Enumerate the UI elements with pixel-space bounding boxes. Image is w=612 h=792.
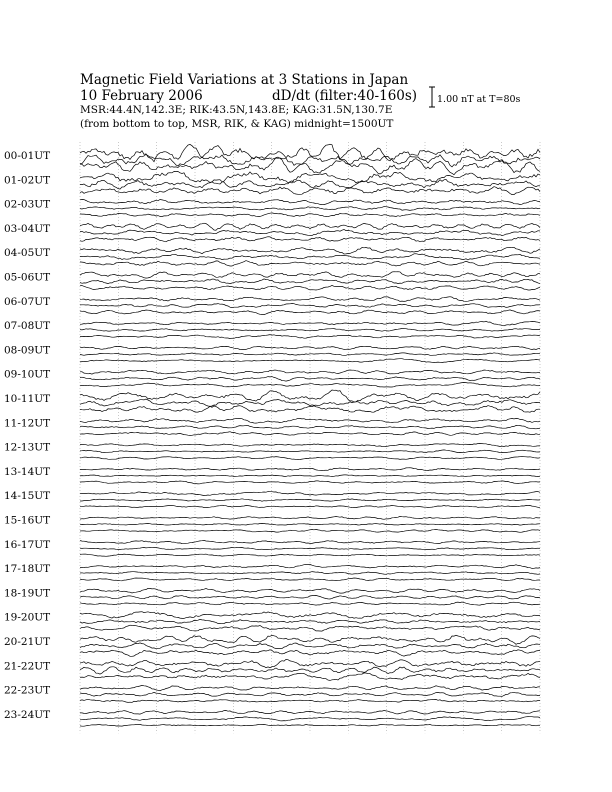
trace-09-10UT-MSR	[80, 383, 540, 388]
hour-label-7: 07-08UT	[4, 320, 51, 333]
hour-label-9: 09-10UT	[4, 368, 51, 381]
hour-label-22: 22-23UT	[4, 684, 51, 697]
trace-16-17UT-KAG	[80, 540, 540, 543]
trace-05-06UT-RIK	[80, 279, 540, 284]
hour-label-20: 20-21UT	[4, 636, 51, 648]
hour-label-1: 01-02UT	[4, 174, 51, 187]
trace-11-12UT-MSR	[80, 432, 540, 436]
trace-22-23UT-RIK	[80, 692, 540, 696]
hour-label-0: 00-01UT	[4, 150, 51, 162]
trace-13-14UT-MSR	[80, 481, 540, 484]
hour-label-17: 17-18UT	[4, 563, 51, 576]
trace-19-20UT-MSR	[80, 625, 540, 631]
trace-20-21UT-KAG	[80, 635, 540, 644]
chart-title: Magnetic Field Variations at 3 Stations in Japan	[80, 72, 409, 88]
hour-label-3: 03-04UT	[4, 222, 51, 235]
hour-labels	[4, 150, 50, 721]
trace-04-05UT-RIK	[80, 254, 540, 260]
trace-02-03UT-KAG	[80, 200, 540, 205]
trace-00-01UT-KAG	[80, 144, 540, 161]
hour-label-14: 14-15UT	[4, 490, 51, 503]
hour-label-15: 15-16UT	[4, 514, 51, 527]
trace-06-07UT-KAG	[80, 297, 540, 302]
trace-15-16UT-MSR	[80, 529, 540, 532]
trace-01-02UT-KAG	[80, 172, 540, 185]
station-coordinates: MSR:44.4N,142.3E; RIK:43.5N,143.8E; KAG:31.5N,130.7E	[80, 104, 393, 116]
hour-label-19: 19-20UT	[4, 611, 51, 624]
hour-label-2: 02-03UT	[4, 198, 51, 211]
filter-label: dD/dt (filter:40-160s)	[272, 88, 418, 104]
trace-11-12UT-KAG	[80, 418, 540, 423]
trace-19-20UT-KAG	[80, 612, 540, 619]
chart-date: 10 February 2006	[80, 88, 203, 104]
station-order-note: (from bottom to top, MSR, RIK, & KAG) midnight=1500UT	[80, 118, 394, 130]
hour-label-23: 23-24UT	[4, 708, 51, 721]
station-traces	[80, 144, 540, 726]
trace-17-18UT-KAG	[80, 564, 540, 568]
scale-label: 1.00 nT at T=80s	[437, 94, 521, 105]
hour-label-11: 11-12UT	[4, 417, 51, 430]
trace-09-10UT-RIK	[80, 377, 540, 382]
hour-label-5: 05-06UT	[4, 271, 51, 284]
trace-15-16UT-KAG	[80, 516, 540, 519]
hour-label-18: 18-19UT	[4, 587, 51, 600]
trace-22-23UT-KAG	[80, 685, 540, 690]
hour-label-6: 06-07UT	[4, 295, 51, 308]
trace-19-20UT-RIK	[80, 619, 540, 623]
hour-label-21: 21-22UT	[4, 660, 51, 673]
trace-08-09UT-RIK	[80, 353, 540, 356]
hour-label-16: 16-17UT	[4, 538, 51, 551]
hour-label-8: 08-09UT	[4, 344, 51, 357]
trace-16-17UT-MSR	[80, 554, 540, 556]
trace-12-13UT-RIK	[80, 450, 540, 453]
hour-label-12: 12-13UT	[4, 441, 51, 454]
hour-label-4: 04-05UT	[4, 247, 51, 260]
minute-grid	[80, 142, 540, 733]
trace-08-09UT-MSR	[80, 359, 540, 363]
trace-17-18UT-RIK	[80, 572, 540, 575]
trace-21-22UT-KAG	[80, 659, 540, 667]
trace-10-11UT-MSR	[80, 406, 540, 413]
hour-label-13: 13-14UT	[4, 465, 51, 478]
hour-label-10: 10-11UT	[4, 393, 51, 405]
